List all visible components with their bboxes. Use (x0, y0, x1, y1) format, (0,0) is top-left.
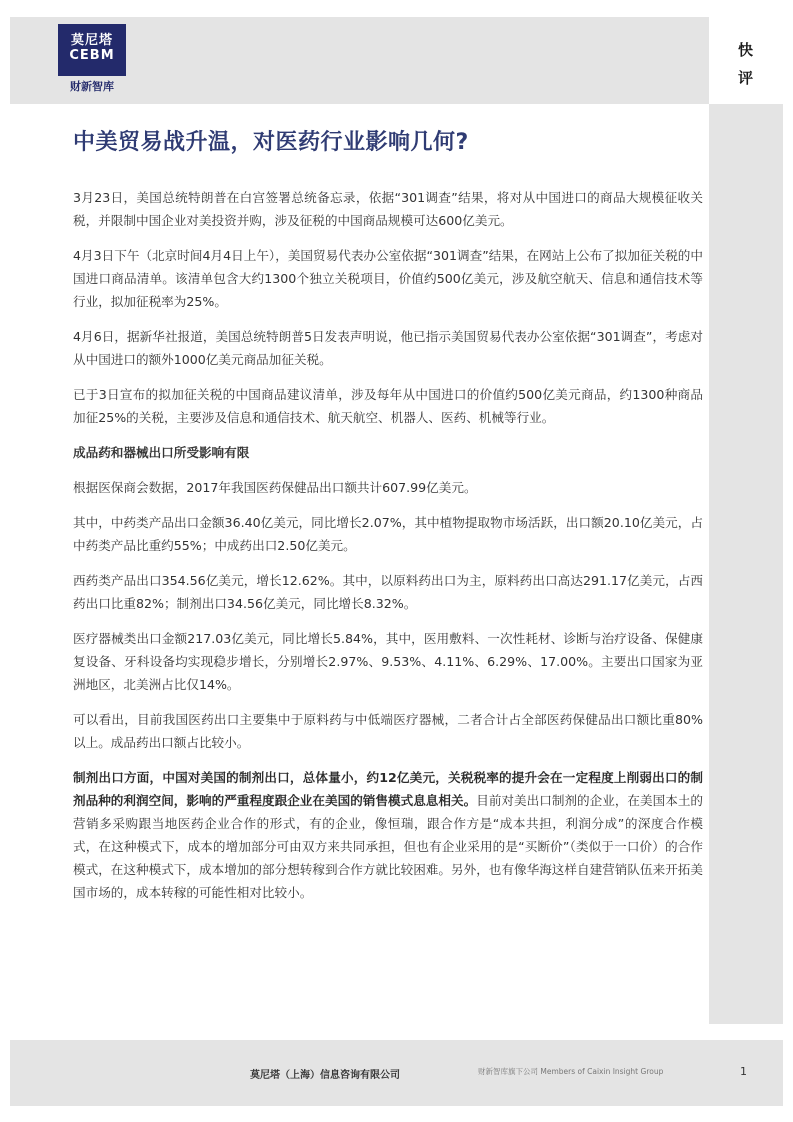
paragraph: 4月3日下午（北京时间4月4日上午），美国贸易代表办公室依据“301调查”结果，在网站上公布了拟加征关税的中国进口商品清单。该清单包含大约1300个独立关税项目，价值约500亿美元，涉及航空航天、信息和通信技术等行业，拟加征税率为25%。 (73, 248, 703, 309)
page-title: 中美贸易战升温，对医药行业影响几何? (73, 130, 469, 155)
footer-group: 财新智库旗下公司 Members of Caixin Insight Group (478, 1067, 664, 1076)
side-bar (709, 104, 783, 1024)
paragraph: 西药类产品出口354.56亿美元，增长12.62%。其中，以原料药出口为主，原料药出口高达291.17亿美元，占西药出口比重82%；制剂出口34.56亿美元，同比增长8.32%。 (73, 573, 703, 611)
logo-subtitle: 财新智库 (70, 80, 114, 93)
tab-char-1: 快 (738, 41, 754, 59)
emphasis-text: 制剂出口方面，中国对美国的制剂出口，总体量小，约12亿美元，关税税率的提升会在一定程度上削弱出口的制剂品种的利润空间，影响的严重程度跟企业在美国的销售模式息息相关。 (73, 770, 703, 808)
logo (58, 24, 126, 76)
paragraph-rest: 目前对美出口制剂的企业，在美国本土的营销多采购跟当地医药企业合作的形式，有的企业，像恒瑞，跟合作方是“成本共担，利润分成”的深度合作模式，在这种模式下，成本的增加部分可由双方来共同承担，但也有企业采用的是“买断价”（类似于一口价）的合作模式，在这种模式下，成本增加的部分想转稼到合作方就比较困难。另外，也有像华海这样自建营销队伍来开拓美国市场的，成本转稼的可能性相对比较小。 (73, 793, 704, 900)
article-body (73, 186, 703, 916)
paragraph: 医疗器械类出口金额217.03亿美元，同比增长5.84%，其中，医用敷料、一次性耗材、诊断与治疗设备、保健康复设备、牙科设备均实现稳步增长，分别增长2.97%、9.53%、4.11%、6.29%、17.00%。主要出口国家为亚洲地区，北美洲占比仅14%。 (73, 631, 703, 692)
footer-company: 莫尼塔（上海）信息咨询有限公司 (250, 1070, 400, 1081)
paragraph: 3月23日，美国总统特朗普在白宫签署总统备忘录，依据“301调查”结果，将对从中国进口的商品大规模征收关税，并限制中国企业对美投资并购，涉及征税的中国商品规模可达600亿美元。 (73, 190, 703, 228)
paragraph: 根据医保商会数据，2017年我国医药保健品出口额共计607.99亿美元。 (73, 480, 477, 495)
paragraph (73, 766, 703, 904)
logo-en-text: CEBM (69, 48, 115, 63)
page-number: 1 (740, 1065, 747, 1078)
report-type-tab (712, 17, 783, 104)
tab-char-2: 评 (738, 69, 754, 87)
paragraph: 其中，中药类产品出口金额36.40亿美元，同比增长2.07%，其中植物提取物市场活跃，出口额20.10亿美元，占中药类产品比重约55%；中成药出口2.50亿美元。 (73, 515, 703, 553)
logo-cn-text: 莫尼塔 (70, 33, 113, 48)
paragraph: 4月6日，据新华社报道，美国总统特朗普5日发表声明说，他已指示美国贸易代表办公室依据“301调查”，考虑对从中国进口的额外1000亿美元商品加征关税。 (73, 329, 703, 367)
paragraph: 已于3日宣布的拟加征关税的中国商品建议清单，涉及每年从中国进口的价值约500亿美元商品，约1300种商品加征25%的关税，主要涉及信息和通信技术、航天航空、机器人、医药、机械等行业。 (73, 387, 703, 425)
section-heading: 成品药和器械出口所受影响有限 (73, 445, 250, 460)
paragraph: 可以看出，目前我国医药出口主要集中于原料药与中低端医疗器械，二者合计占全部医药保健品出口额比重80%以上。成品药出口额占比较小。 (73, 712, 703, 750)
